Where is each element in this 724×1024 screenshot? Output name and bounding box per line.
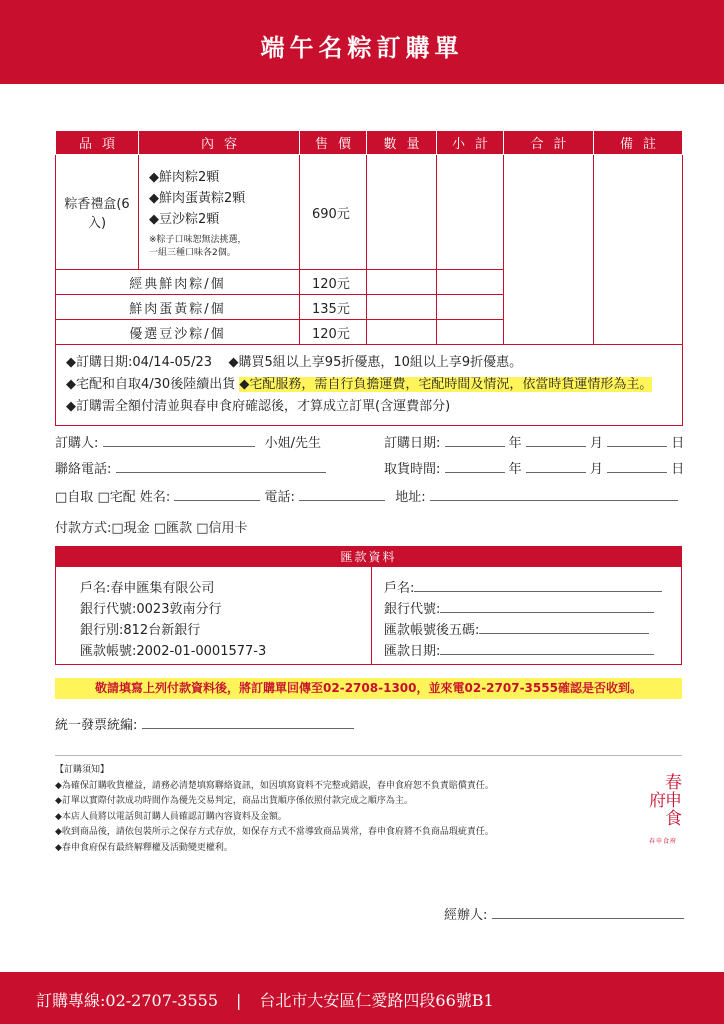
product-name: 經典鮮肉粽/個 [56, 270, 300, 295]
address-label: 地址: [395, 490, 426, 505]
buyer-label: 訂購人: [55, 436, 99, 451]
bank-info-line: 銀行代號:0023敦南分行 [80, 602, 222, 617]
buyer-suffix: 小姐/先生 [264, 436, 322, 451]
pickup-time-field [384, 458, 684, 477]
invoice-label: 統一發票統編: [55, 718, 138, 733]
flavor-note-line: 一組三種口味各2個。 [149, 247, 236, 258]
order-month-input[interactable] [526, 435, 586, 447]
payer-last5-label: 匯款帳號後五碼: [384, 623, 480, 638]
payment-method-label: 付款方式: [55, 521, 112, 536]
notes-row [56, 345, 683, 426]
shipping-field [55, 486, 678, 505]
product-name: 鮮肉蛋黃粽/個 [56, 295, 300, 320]
order-date-note: ◆訂購日期:04/14-05/23 [66, 355, 212, 370]
notice-item: ◆收到商品後，請依包裝所示之保存方式存放，如保存方式不當導致商品異常，春申食府將不負商品瑕疵責任。 [55, 827, 494, 837]
gift-box-content [139, 155, 300, 270]
col-item: 品項 [56, 131, 139, 155]
table-header-row [56, 131, 683, 155]
remark-cell[interactable] [594, 155, 683, 345]
invoice-input[interactable] [142, 717, 354, 729]
payment-method-field [55, 517, 248, 536]
phone-label: 聯絡電話: [55, 462, 112, 477]
content-item: ◆豆沙粽2顆 [149, 211, 220, 227]
footer-text [36, 988, 494, 1011]
logo-sub: 春申食府 [648, 838, 677, 845]
footer-banner [0, 972, 724, 1024]
year-label: 年 [508, 462, 522, 477]
order-date-label: 訂購日期: [384, 436, 441, 451]
store-address: 台北市大安區仁愛路四段66號B1 [259, 991, 494, 1010]
col-quantity: 數量 [367, 131, 437, 155]
col-price: 售價 [300, 131, 367, 155]
order-date-field [384, 432, 684, 451]
flavor-note-line: ※粽子口味恕無法挑選， [149, 234, 247, 245]
total-cell[interactable] [504, 155, 594, 345]
table-row [56, 155, 683, 270]
order-day-input[interactable] [607, 435, 667, 447]
pay-card-checkbox[interactable]: □信用卡 [196, 521, 248, 536]
payer-bank-code-input[interactable] [440, 601, 654, 613]
buyer-input[interactable] [103, 435, 255, 447]
col-subtotal: 小計 [437, 131, 504, 155]
notes-line [66, 352, 682, 374]
notes-line [66, 396, 682, 418]
col-content: 內容 [139, 131, 300, 155]
remittance-title: 匯款資料 [56, 547, 681, 567]
hotline: 訂購專線:02-2707-3555 [36, 991, 219, 1010]
remittance-payer-info [372, 567, 681, 664]
pay-transfer-checkbox[interactable]: □匯款 [153, 521, 193, 536]
gift-box-price: 690元 [300, 155, 367, 270]
payer-bank-code-label: 銀行代號: [384, 602, 441, 617]
payer-field [384, 620, 681, 641]
delivery-highlight-note: ◆宅配服務，需自行負擔運費，宅配時間及情況，依當時貨運情形為主。 [239, 377, 653, 392]
day-label: 日 [671, 436, 685, 451]
bank-info-line: 匯款帳號:2002-01-0001577-3 [80, 644, 267, 659]
buyer-field [55, 432, 321, 451]
gift-box-name: 粽香禮盒(6入) [56, 155, 139, 270]
notice-item: ◆為確保訂購收貨權益，請務必清楚填寫聯絡資訊，如因填寫資料不完整或錯誤，春申食府恕不負責賠償責任。 [55, 780, 494, 791]
recipient-name-label: 姓名: [139, 490, 171, 505]
day-label: 日 [671, 462, 685, 477]
logo-text: 春申食府 [645, 773, 681, 827]
brand-logo [638, 772, 688, 852]
bank-info-line: 戶名:春申匯集有限公司 [80, 581, 215, 596]
section-divider [55, 755, 682, 756]
payment-note: ◆訂購需全額付清並與春申食府確認後，才算成立訂單(含運費部分) [66, 399, 451, 414]
notes-line [66, 374, 682, 396]
payer-field [384, 578, 681, 599]
quantity-cell[interactable] [367, 320, 437, 345]
order-table [55, 130, 683, 426]
recipient-name-input[interactable] [174, 489, 260, 501]
fax-notice: 敬請填寫上列付款資料後，將訂購單回傳至02-2708-1300，並來電02-2707-3555確認是否收到。 [55, 678, 682, 699]
order-notice [55, 763, 635, 856]
month-label: 月 [589, 462, 603, 477]
product-price: 135元 [300, 295, 367, 320]
phone-field [55, 458, 326, 477]
payer-last5-input[interactable] [479, 622, 649, 634]
subtotal-cell[interactable] [437, 270, 504, 295]
notice-item: ◆訂單以實際付款成功時間作為優先交易判定，商品出貨順序係依照付款完成之順序為主。 [55, 796, 413, 806]
content-item: ◆鮮肉粽2顆 [149, 169, 220, 185]
handler-label: 經辦人: [444, 908, 488, 923]
page-title: 端午名粽訂購單 [260, 33, 464, 62]
year-label: 年 [508, 436, 522, 451]
content-item: ◆鮮肉蛋黃粽2顆 [149, 190, 246, 206]
pickup-day-input[interactable] [607, 461, 667, 473]
quantity-cell[interactable] [367, 155, 437, 270]
subtotal-cell[interactable] [437, 295, 504, 320]
product-price: 120元 [300, 320, 367, 345]
handler-field [444, 904, 684, 923]
payer-account-name-input[interactable] [414, 580, 662, 592]
subtotal-cell[interactable] [437, 155, 504, 270]
product-price: 120元 [300, 270, 367, 295]
footer-separator: | [236, 991, 242, 1010]
payer-account-name-label: 戶名: [384, 581, 415, 596]
notice-item: ◆本店人員將以電話與訂購人員確認訂購內容資料及金額。 [55, 811, 287, 822]
invoice-field [55, 714, 354, 733]
quantity-cell[interactable] [367, 270, 437, 295]
address-input[interactable] [430, 489, 678, 501]
col-remark: 備註 [594, 131, 683, 155]
flavor-note [149, 234, 299, 260]
delivery-checkbox[interactable]: □宅配 [97, 490, 136, 505]
pickup-time-label: 取貨時間: [384, 462, 441, 477]
pickup-year-input[interactable] [445, 461, 505, 473]
recipient-tel-input[interactable] [299, 489, 385, 501]
order-notes [56, 345, 683, 426]
phone-input[interactable] [116, 461, 326, 473]
notice-title: 【訂購須知】 [55, 765, 110, 775]
month-label: 月 [589, 436, 603, 451]
quantity-cell[interactable] [367, 295, 437, 320]
discount-note: ◆購買5組以上享95折優惠，10組以上享9折優惠。 [228, 355, 523, 370]
bank-info-line: 銀行別:812台新銀行 [80, 623, 201, 638]
payer-date-input[interactable] [440, 643, 654, 655]
payer-field [384, 599, 681, 620]
subtotal-cell[interactable] [437, 320, 504, 345]
pickup-checkbox[interactable]: □自取 [55, 490, 94, 505]
col-total: 合計 [504, 131, 594, 155]
pay-cash-checkbox[interactable]: □現金 [111, 521, 150, 536]
header-banner [0, 0, 724, 84]
remittance-box [55, 546, 682, 665]
handler-input[interactable] [492, 907, 684, 919]
payer-field [384, 641, 681, 662]
remittance-bank-info [56, 567, 372, 664]
recipient-tel-label: 電話: [264, 490, 295, 505]
order-year-input[interactable] [445, 435, 505, 447]
pickup-month-input[interactable] [526, 461, 586, 473]
product-name: 優選豆沙粽/個 [56, 320, 300, 345]
notice-item: ◆春申食府保有最終解釋權及活動變更權利。 [55, 842, 233, 853]
delivery-note: ◆宅配和自取4/30後陸續出貨 [66, 377, 236, 392]
payer-date-label: 匯款日期: [384, 644, 441, 659]
